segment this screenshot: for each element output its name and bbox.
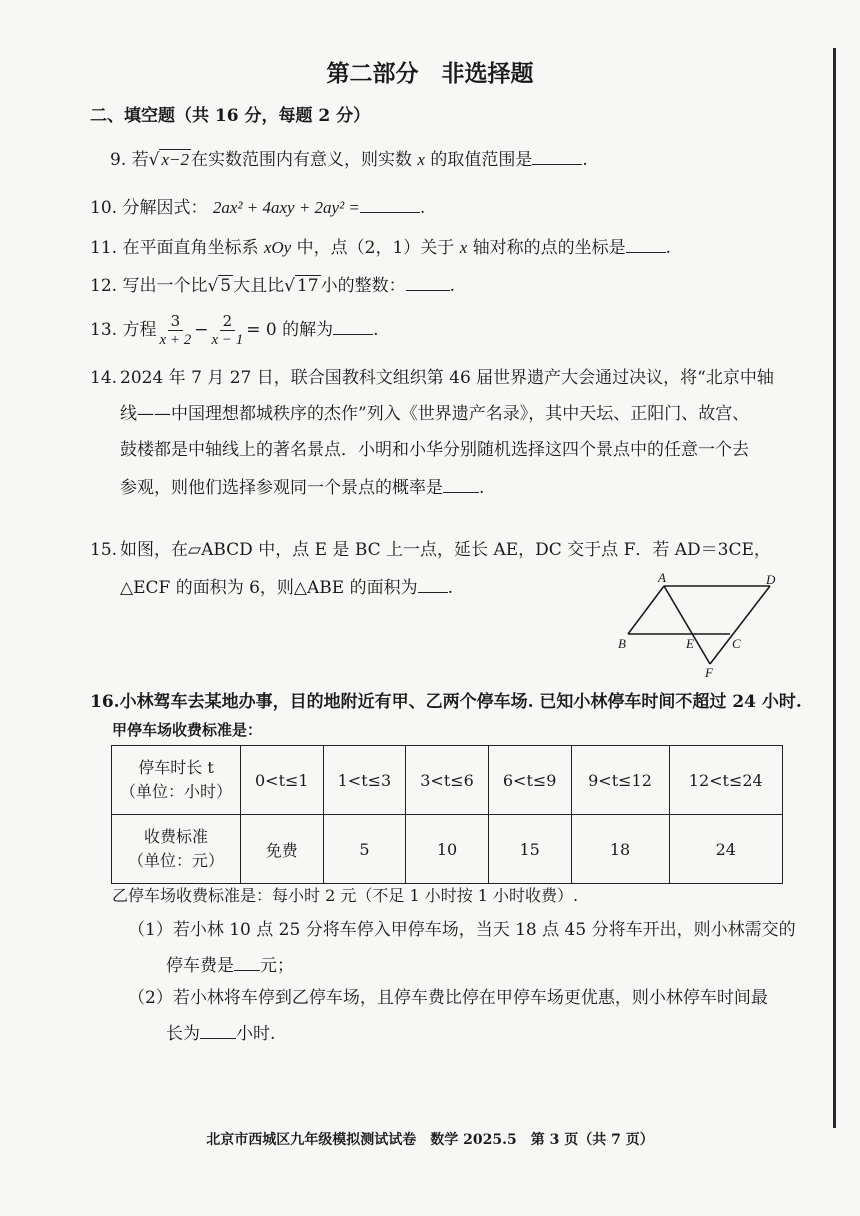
yi-parking-rule: 乙停车场收费标准是：每小时 2 元（不足 1 小时按 1 小时收费）.	[112, 886, 579, 905]
q16-sub1-line-2	[166, 952, 294, 978]
q12-pre: 写出一个比	[122, 276, 208, 296]
q16-line-1	[90, 690, 802, 714]
q14-end: .	[479, 478, 485, 498]
q14-line-2: 线——中国理想都城秩序的杰作”列入《世界遗产名录》，其中天坛、正阳门、故宫、	[120, 404, 750, 424]
q9-radicand: x−2	[161, 150, 190, 169]
q16-line-1-text: 小林驾车去某地办事，目的地附近有甲、乙两个停车场. 已知小林停车时间不超过 24 小时.	[119, 692, 802, 712]
fee-cell: 24	[669, 815, 782, 884]
question-10	[90, 194, 425, 220]
question-14-number: 14.	[90, 368, 118, 388]
q16-line-2: 甲停车场收费标准是：	[112, 721, 263, 739]
section-heading: 二、填空题（共 16 分，每题 2 分）	[90, 106, 371, 126]
label-a: A	[658, 570, 666, 585]
q10-expression: 2ax² + 4axy + 2ay² =	[212, 198, 360, 217]
q11-answer-blank[interactable]	[626, 234, 666, 253]
q11-text: 在平面直角坐标系	[122, 238, 264, 258]
q9-number: 9.	[110, 150, 127, 170]
q9-sqrt: √ x−2	[148, 150, 190, 170]
segment-df	[710, 586, 770, 664]
q12-answer-blank[interactable]	[406, 272, 450, 291]
fee-header-line-2: （单位：元）	[127, 851, 224, 870]
q12-end: .	[449, 276, 456, 296]
question-16-number: 16.	[90, 692, 120, 712]
q9-mid: 在实数范围内有意义，则实数	[191, 150, 418, 170]
q16-sub2-answer-blank[interactable]	[200, 1020, 236, 1039]
range-cell: 0<t≤1	[241, 746, 324, 815]
q13-f2-numerator: 2	[220, 312, 236, 331]
question-11	[90, 234, 671, 260]
q13-fraction-2	[208, 312, 246, 349]
q10-number: 10.	[90, 198, 118, 218]
q13-f1-numerator: 3	[168, 312, 184, 331]
q12-mid: 大且比	[233, 276, 285, 296]
range-cell: 12<t≤24	[669, 746, 782, 815]
q14-line-1: 2024 年 7 月 27 日，联合国教科文组织第 46 届世界遗产大会通过决议，将“北京中轴	[120, 368, 774, 388]
q12-radicand-2: 17	[296, 276, 319, 296]
q13-end: .	[373, 320, 379, 340]
q13-fraction-1	[156, 312, 194, 349]
duration-header-line-2: （单位：小时）	[119, 782, 232, 801]
q13-f2-denominator: x − 1	[211, 332, 244, 348]
q13-minus: −	[194, 320, 209, 340]
label-b: B	[618, 636, 626, 651]
label-f: F	[705, 665, 713, 680]
parking-fee-table	[111, 745, 783, 884]
q9-var: x	[417, 150, 425, 169]
q11-post: 轴对称的点的坐标是	[467, 238, 626, 258]
q11-coordinate-system: xOy	[263, 238, 292, 257]
table-row-duration	[112, 746, 783, 815]
fee-cell: 18	[571, 815, 669, 884]
label-e: E	[686, 636, 694, 651]
fee-cell: 10	[406, 815, 489, 884]
q11-number: 11.	[90, 238, 118, 258]
segment-ab	[628, 586, 664, 634]
q9-answer-blank[interactable]	[532, 146, 582, 165]
fee-cell: 5	[323, 815, 406, 884]
segment-af	[664, 586, 710, 664]
duration-header-line-1: 停车时长 t	[138, 758, 214, 777]
range-cell: 9<t≤12	[571, 746, 669, 815]
q12-number: 12.	[90, 276, 118, 296]
q13-eq: = 0 的解为	[246, 320, 334, 340]
q10-text: 分解因式：	[122, 198, 208, 218]
q16-sub1-line-1: （1）若小林 10 点 25 分将车停入甲停车场，当天 18 点 45 分将车开出，则小林需交的	[128, 920, 796, 940]
part-title: 第二部分 非选择题	[326, 60, 534, 87]
question-13	[90, 310, 379, 350]
page-footer: 北京市西城区九年级模拟测试试卷 数学 2025.5 第 3 页（共 7 页）	[206, 1132, 654, 1148]
q15-line-1: 如图，在▱ABCD 中，点 E 是 BC 上一点，延长 AE，DC 交于点 F．若 AD＝3CE，	[120, 540, 771, 560]
range-cell: 6<t≤9	[488, 746, 571, 815]
label-c: C	[732, 636, 741, 651]
q9-post: 的取值范围是	[424, 150, 533, 170]
q11-mid: 中，点（2，1）关于	[291, 238, 460, 258]
q15-answer-blank[interactable]	[418, 574, 448, 593]
parallelogram-figure	[610, 566, 790, 686]
q9-pre: 若	[131, 150, 149, 170]
q16-sub1-text: 停车费是	[166, 956, 234, 976]
q14-line-4-text: 参观，则他们选择参观同一个景点的概率是	[120, 478, 443, 498]
label-d: D	[766, 572, 776, 587]
q16-sub2-text: 长为	[166, 1024, 200, 1044]
q16-sub2-unit: 小时.	[236, 1024, 276, 1044]
fee-header-cell	[112, 815, 241, 884]
q11-var: x	[459, 238, 468, 257]
q12-sqrt-17: √ 17	[284, 276, 319, 296]
q12-radicand-1: 5	[220, 276, 232, 296]
duration-header-cell	[112, 746, 241, 815]
q10-end: .	[419, 198, 426, 218]
q15-line-2	[120, 574, 453, 600]
q16-sub1-answer-blank[interactable]	[234, 952, 260, 971]
fee-cell: 15	[488, 815, 571, 884]
q13-f1-denominator: x + 2	[159, 332, 192, 348]
fee-header-line-1: 收费标准	[143, 827, 208, 846]
q9-end: .	[582, 150, 588, 170]
fee-cell: 免费	[241, 815, 324, 884]
q14-line-4	[120, 474, 484, 500]
q10-answer-blank[interactable]	[360, 194, 420, 213]
q13-pre: 方程	[122, 320, 157, 340]
q15-end: .	[447, 578, 453, 598]
range-cell: 3<t≤6	[406, 746, 489, 815]
q16-sub1-unit: 元；	[260, 956, 294, 976]
page-edge-line	[833, 48, 836, 1128]
q15-line-2-text: △ECF 的面积为 6，则△ABE 的面积为	[120, 578, 418, 598]
table-row-fee	[112, 815, 783, 884]
question-9	[110, 146, 588, 172]
q14-line-3: 鼓楼都是中轴线上的著名景点．小明和小华分别随机选择这四个景点中的任意一个去	[120, 440, 749, 460]
q16-sub2-line-2	[166, 1020, 275, 1046]
q13-answer-blank[interactable]	[333, 316, 373, 335]
q11-end: .	[665, 238, 672, 258]
q13-number: 13.	[90, 320, 118, 340]
question-15-number: 15.	[90, 540, 118, 560]
question-12	[90, 272, 455, 298]
q16-sub2-line-1: （2）若小林将车停到乙停车场，且停车费比停在甲停车场更优惠，则小林停车时间最	[128, 988, 768, 1008]
q14-answer-blank[interactable]	[443, 474, 479, 493]
range-cell: 1<t≤3	[323, 746, 406, 815]
q12-post: 小的整数：	[320, 276, 406, 296]
q12-sqrt-5: √ 5	[207, 276, 232, 296]
